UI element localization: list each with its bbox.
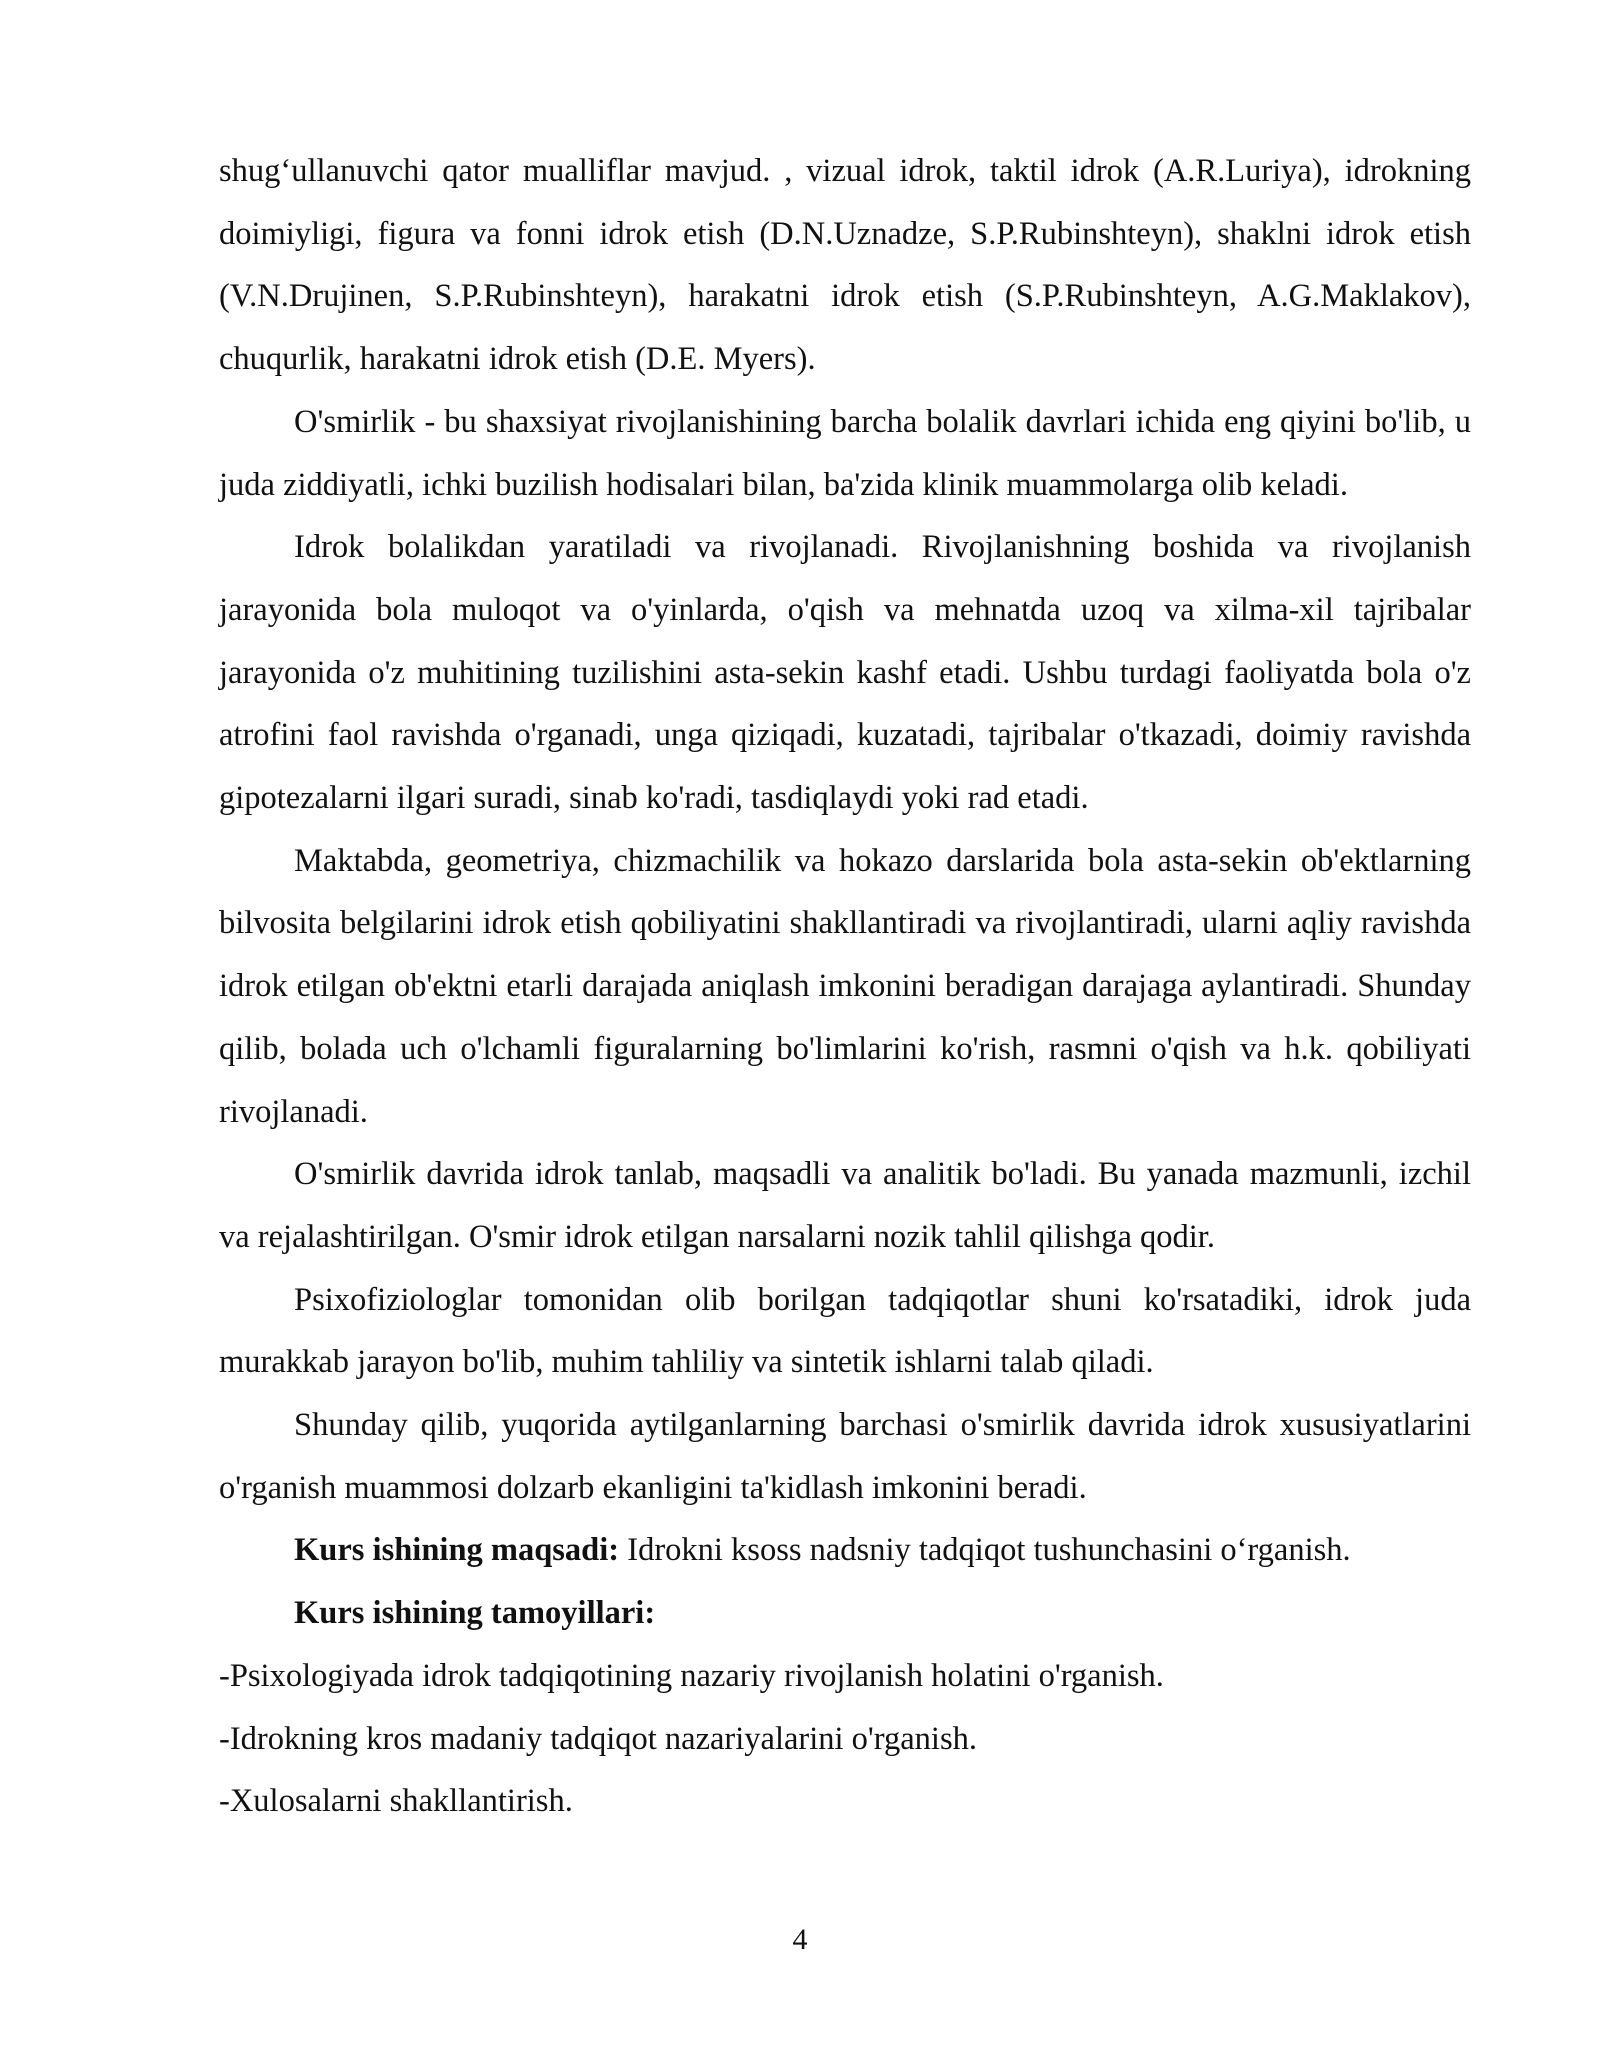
page-number: 4 (792, 1923, 808, 1956)
principles-heading: Kurs ishining tamoyillari: (294, 1595, 656, 1632)
paragraph-psychophysiologists: Psixofiziologlar tomonidan olib borilgan tadqiqotlar shuni ko'rsatadiki, idrok juda murakkab jarayon bo'lib, muhim tahliliy va sintetik ishlarni talab qiladi. (219, 1281, 1471, 1381)
course-goal (219, 1519, 1471, 1582)
course-goal-label: Kurs ishining maqsadi: (294, 1532, 620, 1569)
paragraph-conclusion: Shunday qilib, yuqorida aytilganlarning barchasi o'smirlik davrida idrok xususiyatlarini o'rganish muammosi dolzarb ekanligini ta'kidlash imkonini beradi. (219, 1407, 1471, 1506)
body-text (219, 140, 1471, 1833)
paragraph-adolescence: O'smirlik - bu shaxsiyat rivojlanishining barcha bolalik davrlari ichida eng qiyini bo'lib, u juda ziddiyatli, ichki buzilish hodisalari bilan, ba'zida klinik muammolarga olib keladi. (219, 403, 1471, 503)
principle-item: -Psixologiyada idrok tadqiqotining nazariy rivojlanish holatini o'rganish. (219, 1657, 1164, 1694)
course-goal-text: Idrokni ksoss nadsniy tadqiqot tushunchasini o‘rganish. (619, 1532, 1351, 1569)
principle-item: -Xulosalarni shakllantirish. (219, 1783, 573, 1820)
paragraph-perception-development: Idrok bolalikdan yaratiladi va rivojlanadi. Rivojlanishning boshida va rivojlanish jarayonida bola muloqot va o'yinlarda, o'qish va mehnatda uzoq va xilma-xil tajribalar jarayonida o'z muhitining tuzilishini asta-sekin kashf etadi. Ushbu turdagi faoliyatda bola o'z atrofini faol ravishda o'rganadi, unga qiziqadi, kuzatadi, tajribalar o'tkazadi, doimiy ravishda gipotezalarni ilgari suradi, sinab ko'radi, tasdiqlaydi yoki rad etadi. (219, 529, 1471, 817)
principle-item: -Idrokning kros madaniy tadqiqot nazariyalarini o'rganish. (219, 1720, 977, 1757)
paragraph-adolescent-perception: O'smirlik davrida idrok tanlab, maqsadli va analitik bo'ladi. Bu yanada mazmunli, izchil va rejalashtirilgan. O'smir idrok etilgan narsalarni nozik tahlil qilishga qodir. (219, 1156, 1471, 1255)
paragraph-school: Maktabda, geometriya, chizmachilik va hokazo darslarida bola asta-sekin ob'ektlarning bilvosita belgilarini idrok etish qobiliyatini shakllantiradi va rivojlantiradi, ularni aqliy ravishda idrok etilgan ob'ektni etarli darajada aniqlash imkonini beradigan darajaga aylantiradi. Shunday qilib, bolada uch o'lchamli figuralarning bo'limlarini ko'rish, rasmni o'qish va h.k. qobiliyati rivojlanadi. (219, 842, 1471, 1130)
paragraph-authors: shug‘ullanuvchi qator mualliflar mavjud. , vizual idrok, taktil idrok (A.R.Luriya), idrokning doimiyligi, figura va fonni idrok etish (D.N.Uznadze, S.P.Rubinshteyn), shaklni idrok etish (V.N.Drujinen, S.P.Rubinshteyn), harakatni idrok etish (S.P.Rubinshteyn, A.G.Maklakov), chuqurlik, harakatni idrok etish (D.E. Myers). (219, 153, 1471, 378)
